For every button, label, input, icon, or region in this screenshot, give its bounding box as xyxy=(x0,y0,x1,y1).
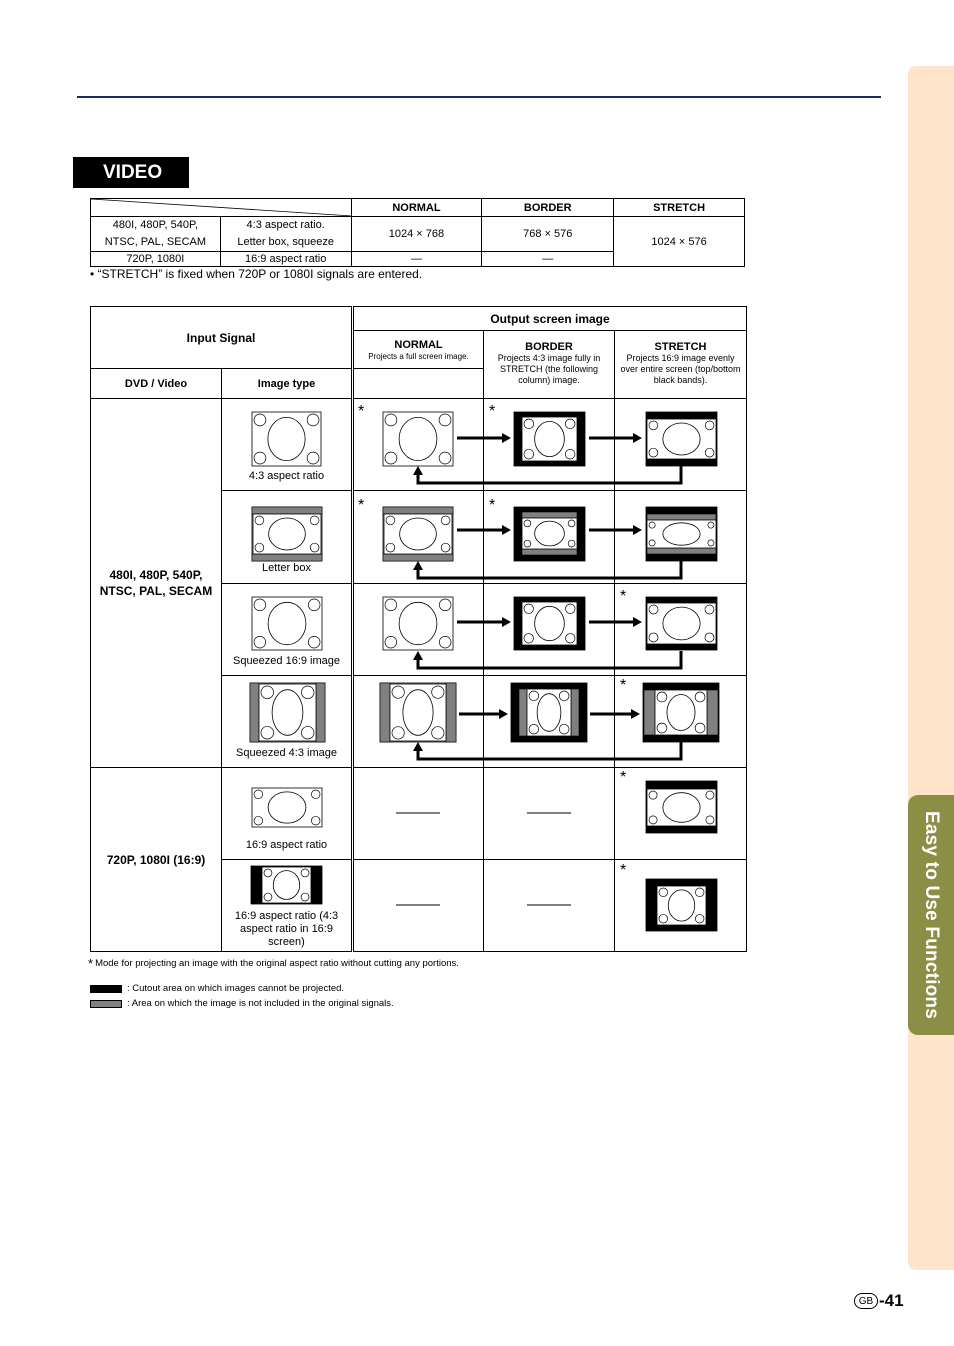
section-side-tab xyxy=(908,66,954,1270)
image-type-label: Letter box xyxy=(262,562,311,574)
res-row1-normal: 1024 × 768 xyxy=(351,217,482,252)
res-row1-type: 4:3 aspect ratio. Letter box, squeeze xyxy=(220,217,351,252)
output-cell xyxy=(484,584,615,676)
footnote xyxy=(88,954,459,969)
output-cell xyxy=(484,491,615,584)
star-mark: * xyxy=(358,403,365,420)
output-cell xyxy=(484,768,615,860)
image-type-cell xyxy=(222,768,353,860)
resolution-table-corner xyxy=(91,199,352,217)
output-cell xyxy=(615,584,747,676)
group1-signal-label: 480I, 480P, 540P, NTSC, PAL, SECAM xyxy=(91,399,222,768)
res-row1-border: 768 × 576 xyxy=(482,217,614,252)
border-mode-header xyxy=(484,331,615,399)
res-row2-normal: — xyxy=(351,252,482,267)
image-type-cell xyxy=(222,399,353,491)
legend-not-included-text: : Area on which the image is not included in the original signals. xyxy=(127,998,394,1009)
normal-header-filler xyxy=(353,369,484,399)
res-stretch-value: 1024 × 576 xyxy=(614,217,745,267)
res-row2-signal: 720P, 1080I xyxy=(91,252,221,267)
image-type-cell xyxy=(222,491,353,584)
image-type-cell xyxy=(222,584,353,676)
video-section-title: VIDEO xyxy=(73,157,189,188)
res-header-normal: NORMAL xyxy=(351,199,482,217)
output-cell xyxy=(484,860,615,952)
output-cell xyxy=(484,399,615,491)
legend-not-included xyxy=(90,998,394,1009)
image-type-label: 16:9 aspect ratio xyxy=(245,839,328,851)
output-cell xyxy=(484,676,615,768)
image-type-cell xyxy=(222,860,353,952)
res-row2-type: 16:9 aspect ratio xyxy=(220,252,351,267)
footnote-star: * xyxy=(88,956,94,971)
output-cell xyxy=(615,768,747,860)
output-screen-header: Output screen image xyxy=(353,307,747,331)
resolution-table xyxy=(90,198,745,267)
normal-mode-title: NORMAL xyxy=(394,339,443,351)
normal-mode-header xyxy=(353,331,484,369)
section-side-label: Easy to Use Functions xyxy=(921,811,942,1019)
output-cell xyxy=(353,491,484,584)
res-header-stretch: STRETCH xyxy=(614,199,745,217)
page-number-text: -41 xyxy=(879,1291,904,1310)
stretch-mode-title: STRETCH xyxy=(654,341,707,353)
stretch-mode-header xyxy=(615,331,747,399)
res-header-border: BORDER xyxy=(482,199,614,217)
star-mark: * xyxy=(620,862,627,879)
legend-black-swatch xyxy=(90,985,122,993)
image-type-label: Squeezed 16:9 image xyxy=(232,655,341,667)
output-cell xyxy=(615,491,747,584)
dvd-video-header: DVD / Video xyxy=(91,369,222,399)
star-mark: * xyxy=(358,497,365,514)
output-cell xyxy=(615,399,747,491)
input-signal-header: Input Signal xyxy=(91,307,353,369)
legend-cutout xyxy=(90,983,344,994)
page-number xyxy=(854,1291,904,1311)
output-cell xyxy=(615,860,747,952)
star-mark: * xyxy=(620,769,627,786)
footnote-text: Mode for projecting an image with the original aspect ratio without cutting any portions. xyxy=(95,958,459,969)
star-mark: * xyxy=(620,588,627,605)
border-mode-desc: Projects 4:3 image fully in STRETCH (the following column) image. xyxy=(497,353,601,385)
aspect-mode-table xyxy=(90,306,747,952)
image-type-header: Image type xyxy=(222,369,353,399)
stretch-mode-desc: Projects 16:9 image evenly over entire screen (top/bottom black bands). xyxy=(620,353,741,385)
output-cell xyxy=(353,584,484,676)
group2-signal-label: 720P, 1080I (16:9) xyxy=(91,768,222,952)
output-cell xyxy=(353,860,484,952)
res-row2-border: — xyxy=(482,252,614,267)
output-cell xyxy=(353,768,484,860)
output-cell xyxy=(353,676,484,768)
image-type-cell xyxy=(222,676,353,768)
star-mark: * xyxy=(489,497,496,514)
legend-gray-swatch xyxy=(90,1000,122,1008)
stretch-fixed-note: • “STRETCH” is fixed when 720P or 1080I signals are entered. xyxy=(90,267,423,281)
legend-cutout-text: : Cutout area on which images cannot be projected. xyxy=(127,983,345,994)
image-type-label: 4:3 aspect ratio xyxy=(248,470,325,482)
res-row1-signal: 480I, 480P, 540P, NTSC, PAL, SECAM xyxy=(91,217,221,252)
output-cell xyxy=(353,399,484,491)
image-type-label: Squeezed 4:3 image xyxy=(236,747,337,759)
star-mark: * xyxy=(620,677,627,694)
header-rule xyxy=(77,96,881,98)
output-cell xyxy=(615,676,747,768)
star-mark: * xyxy=(489,403,496,420)
border-mode-title: BORDER xyxy=(525,341,573,353)
gb-badge: GB xyxy=(854,1293,878,1309)
image-type-label: 16:9 aspect ratio (4:3 aspect ratio in 16:9 screen) xyxy=(234,910,339,948)
normal-mode-desc: Projects a full screen image. xyxy=(368,352,469,361)
